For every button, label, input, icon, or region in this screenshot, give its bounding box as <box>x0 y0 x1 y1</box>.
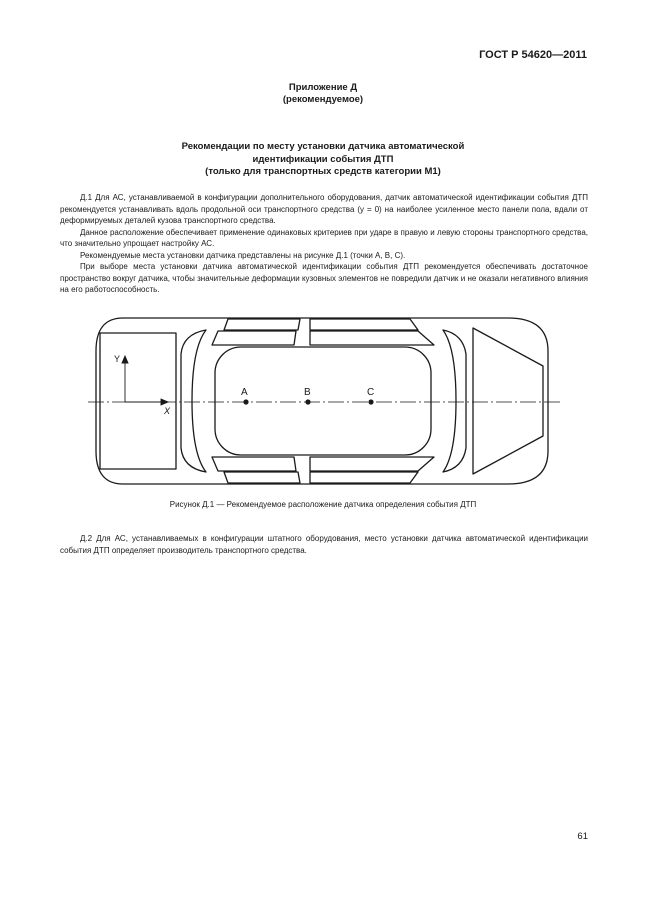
figure-caption: Рисунок Д.1 — Рекомендуемое расположение датчика определения события ДТП <box>169 500 477 509</box>
paragraph: Данное расположение обеспечивает применение одинаковых критериев при ударе в правую и левую стороны транспортного средства, что значительно упрощает настройку АС. <box>60 227 588 248</box>
section-title-line3: (только для транспортных средств категории М1) <box>205 166 441 177</box>
sensor-label-a: A <box>241 387 248 398</box>
side-window-rear-left-inner <box>310 331 434 345</box>
y-axis-arrow <box>122 356 128 363</box>
appendix-status: (рекомендуемое) <box>282 94 364 105</box>
side-window-rear-left <box>310 319 418 330</box>
appendix-title: Приложение Д <box>288 82 358 93</box>
windshield <box>181 330 206 472</box>
sensor-point-b <box>305 399 310 404</box>
page-number: 61 <box>577 831 588 842</box>
car-diagram <box>88 316 560 491</box>
car-top-view-drawing <box>88 316 560 486</box>
standard-code: ГОСТ Р 54620—2011 <box>479 49 587 61</box>
body-text <box>60 192 588 296</box>
paragraph: При выборе места установки датчика автоматической идентификации события ДТП рекомендуется обеспечивать достаточное пространство вокруг датчика, чтобы значительные деформации кузовных элементов не повредили датчик и не оказали негативного влияния на его работоспособность. <box>60 262 588 294</box>
section-title-line2: идентификации события ДТП <box>252 153 394 165</box>
section-title <box>0 141 646 179</box>
side-window-front-left <box>224 319 300 330</box>
trunk-panel <box>473 328 543 474</box>
paragraph: Д.1 Для АС, устанавливаемой в конфигурации дополнительного оборудования, датчик автоматической идентификации события ДТП рекомендуется устанавливать вдоль продольной оси транспортного средства (y = 0) на наиболее усиленное место панели пола, вдали от деформируемых деталей кузова транспортного средства. <box>60 193 588 225</box>
sensor-label-b: B <box>304 387 311 398</box>
section-title-line1: Рекомендации по месту установки датчика автоматической <box>181 141 465 152</box>
rear-window <box>443 330 466 472</box>
side-window-rear-right <box>310 472 418 483</box>
side-window-front-left-inner <box>212 331 296 345</box>
appendix-heading <box>0 82 646 106</box>
sensor-label-c: C <box>367 387 375 398</box>
sensor-point-a <box>243 399 248 404</box>
x-axis-label: X <box>164 406 171 416</box>
paragraph: Рекомендуемые места установки датчика представлены на рисунке Д.1 (точки А, В, С). <box>80 250 406 260</box>
side-window-front-right-inner <box>212 457 296 471</box>
body-text-2 <box>60 533 588 556</box>
x-axis-arrow <box>161 399 168 405</box>
side-window-front-right <box>224 472 300 483</box>
paragraph: Д.2 Для АС, устанавливаемых в конфигурации штатного оборудования, место установки датчика автоматической идентификации события ДТП определяет производитель транспортного средства. <box>60 534 588 555</box>
sensor-point-c <box>368 399 373 404</box>
y-axis-label: Y <box>114 354 121 364</box>
side-window-rear-right-inner <box>310 457 434 471</box>
